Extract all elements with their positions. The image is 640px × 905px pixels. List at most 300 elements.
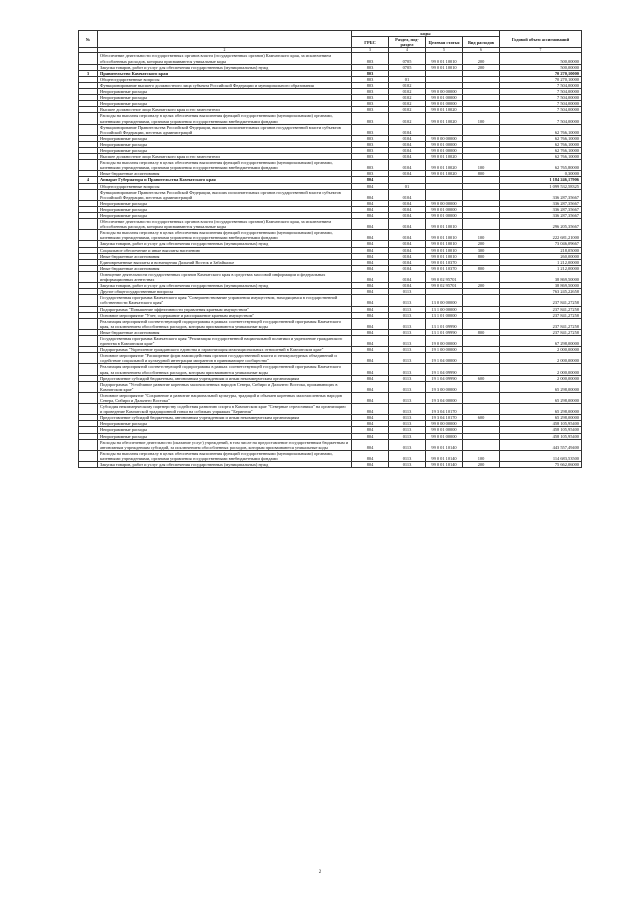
row-amount: 763 245,22658 bbox=[500, 289, 582, 295]
row-grbs: 804 bbox=[352, 450, 389, 461]
row-expense-type: 200 bbox=[463, 53, 500, 64]
row-section: 0104 bbox=[389, 141, 426, 147]
row-section: 0113 bbox=[389, 329, 426, 335]
row-grbs: 803 bbox=[352, 101, 389, 107]
row-amount: 114 683,53500 bbox=[500, 450, 582, 461]
row-target-article: 99 0 01 00000 bbox=[426, 147, 463, 153]
row-target-article: 99 0 01 10370 bbox=[426, 265, 463, 271]
row-target-article: 13 1 00 00000 bbox=[426, 306, 463, 312]
row-amount: 500,00000 bbox=[500, 53, 582, 64]
row-number bbox=[79, 364, 98, 375]
row-expense-type: 200 bbox=[463, 241, 500, 247]
row-amount: 1 212,00000 bbox=[500, 259, 582, 265]
row-expense-type bbox=[463, 353, 500, 364]
row-section: 0104 bbox=[389, 124, 426, 135]
row-grbs: 803 bbox=[352, 135, 389, 141]
row-grbs: 804 bbox=[352, 353, 389, 364]
row-target-article: 99 0 01 10020 bbox=[426, 154, 463, 160]
row-grbs: 804 bbox=[352, 241, 389, 247]
row-target-article: 99 0 01 10010 bbox=[426, 53, 463, 64]
row-number: 4 bbox=[79, 177, 98, 183]
row-number bbox=[79, 219, 98, 230]
row-target-article: 19 1 04 00000 bbox=[426, 353, 463, 364]
column-index: 5 bbox=[426, 48, 463, 53]
row-expense-type: 200 bbox=[463, 64, 500, 70]
row-section: 0104 bbox=[389, 219, 426, 230]
row-expense-type: 800 bbox=[463, 265, 500, 271]
row-amount: 73 046,09667 bbox=[500, 241, 582, 247]
row-grbs: 803 bbox=[352, 89, 389, 95]
row-amount: 336 287,35667 bbox=[500, 189, 582, 200]
page-number: 2 bbox=[318, 870, 322, 875]
row-name: Иные бюджетные ассигнования bbox=[98, 253, 352, 259]
row-section: 0113 bbox=[389, 392, 426, 403]
row-grbs: 804 bbox=[352, 381, 389, 392]
row-grbs: 804 bbox=[352, 335, 389, 346]
row-name: Подпрограмма "Укрепление гражданского единства и гармонизация межнациональных отношений в Камчатском крае" bbox=[98, 347, 352, 353]
row-section: 0113 bbox=[389, 462, 426, 468]
row-target-article: 99 0 01 10140 bbox=[426, 450, 463, 461]
row-name: Непрограммные расходы bbox=[98, 141, 352, 147]
header-codes: коды bbox=[352, 31, 500, 37]
header-csr: Целевая статья bbox=[426, 37, 463, 48]
row-expense-type bbox=[463, 392, 500, 403]
row-name: Субсидия некоммерческому партнерству содействия развитию спорта в Камчатском крае "Северные стрелочники" на организацию и проведение Камчатской традиционной гонки на собачьих упряжках "Берингия" bbox=[98, 404, 352, 415]
row-section: 0113 bbox=[389, 347, 426, 353]
row-number: 3 bbox=[79, 70, 98, 76]
row-section: 0104 bbox=[389, 213, 426, 219]
row-amount: 458 105,95400 bbox=[500, 421, 582, 427]
budget-document bbox=[78, 30, 582, 468]
row-section: 0113 bbox=[389, 450, 426, 461]
table-row bbox=[79, 335, 582, 346]
row-amount: 7 504,00000 bbox=[500, 95, 582, 101]
row-grbs: 804 bbox=[352, 283, 389, 289]
row-section: 0104 bbox=[389, 189, 426, 200]
row-target-article: 99 0 00 00000 bbox=[426, 200, 463, 206]
table-row bbox=[79, 271, 582, 282]
row-target-article: 99 0 00 00000 bbox=[426, 89, 463, 95]
row-target-article: 99 0 01 10370 bbox=[426, 259, 463, 265]
row-name: Общегосударственные вопросы bbox=[98, 76, 352, 82]
row-name: Непрограммные расходы bbox=[98, 200, 352, 206]
row-grbs: 804 bbox=[352, 462, 389, 468]
row-amount: 65 298,00000 bbox=[500, 381, 582, 392]
row-grbs: 804 bbox=[352, 295, 389, 306]
table-row bbox=[79, 113, 582, 124]
row-expense-type bbox=[463, 295, 500, 306]
row-target-article: 19 3 04 00000 bbox=[426, 392, 463, 403]
row-grbs: 803 bbox=[352, 64, 389, 70]
row-amount: 2 000,00000 bbox=[500, 364, 582, 375]
row-number bbox=[79, 160, 98, 171]
row-name: Государственная программа Камчатского края "Реализация государственной национальной политики и укрепление гражданского единства в Камчатском крае" bbox=[98, 335, 352, 346]
row-target-article: 19 1 04 09990 bbox=[426, 364, 463, 375]
row-grbs: 803 bbox=[352, 171, 389, 177]
row-grbs: 803 bbox=[352, 70, 389, 76]
row-expense-type: 800 bbox=[463, 253, 500, 259]
table-body bbox=[79, 53, 582, 468]
row-section: 0113 bbox=[389, 312, 426, 318]
table-row bbox=[79, 230, 582, 241]
row-expense-type bbox=[463, 404, 500, 415]
row-name: Расходы на выплаты персоналу в целях обеспечения выполнения функций государственными (муниципальными) органами, казенными учреждениями, органами управления государственными внебюджетными фондами bbox=[98, 160, 352, 171]
row-name: Иные бюджетные ассигнования bbox=[98, 329, 352, 335]
row-section: 0113 bbox=[389, 381, 426, 392]
row-amount: 62 766,10000 bbox=[500, 147, 582, 153]
row-grbs: 804 bbox=[352, 206, 389, 212]
row-number bbox=[79, 439, 98, 450]
row-amount: 336 287,35667 bbox=[500, 200, 582, 206]
row-name: Непрограммные расходы bbox=[98, 95, 352, 101]
row-section: 0113 bbox=[389, 404, 426, 415]
row-target-article: 99 0 01 00000 bbox=[426, 213, 463, 219]
row-amount: 7 504,00000 bbox=[500, 82, 582, 88]
row-grbs: 803 bbox=[352, 147, 389, 153]
row-amount: 237 841,27258 bbox=[500, 295, 582, 306]
row-section: 0113 bbox=[389, 427, 426, 433]
row-section: 0104 bbox=[389, 271, 426, 282]
row-name: Обеспечение деятельности государственных органов власти (государственных органов) Камчатского края, за исключением обособленных расходов, которым присваиваются уникальные коды bbox=[98, 219, 352, 230]
row-grbs: 804 bbox=[352, 265, 389, 271]
row-number bbox=[79, 462, 98, 468]
row-section: 0104 bbox=[389, 160, 426, 171]
row-target-article: 99 0 01 00000 bbox=[426, 433, 463, 439]
row-grbs: 803 bbox=[352, 141, 389, 147]
row-grbs: 804 bbox=[352, 253, 389, 259]
row-grbs: 804 bbox=[352, 247, 389, 253]
row-amount: 260,00000 bbox=[500, 253, 582, 259]
row-target-article: 19 0 00 00000 bbox=[426, 335, 463, 346]
row-amount: 38 869,50000 bbox=[500, 271, 582, 282]
row-number bbox=[79, 450, 98, 461]
row-name: Расходы на выплаты персоналу в целях обеспечения выполнения функций государственными (муниципальными) органами, казенными учреждениями, органами управления государственными внебюджетными фондами bbox=[98, 450, 352, 461]
row-name: Подпрограмма "Повышение эффективности управления краевым имуществом" bbox=[98, 306, 352, 312]
row-amount: 222 681,21000 bbox=[500, 230, 582, 241]
row-amount: 1 184 246,17906 bbox=[500, 177, 582, 183]
row-amount: 62 766,10000 bbox=[500, 124, 582, 135]
column-index: 6 bbox=[463, 48, 500, 53]
row-name: Закупка товаров, работ и услуг для обеспечения государственных (муниципальных) нужд bbox=[98, 462, 352, 468]
row-section: 0113 bbox=[389, 415, 426, 421]
row-name: Непрограммные расходы bbox=[98, 421, 352, 427]
row-amount: 62 766,10000 bbox=[500, 154, 582, 160]
budget-table bbox=[78, 30, 582, 468]
row-name: Высшее должностное лицо Камчатского края и его заместители bbox=[98, 107, 352, 113]
row-section: 0104 bbox=[389, 154, 426, 160]
row-amount: 38 869,50000 bbox=[500, 283, 582, 289]
row-target-article: 13 1 01 00000 bbox=[426, 312, 463, 318]
row-name: Освещение деятельности государственных органов Камчатского края в средствах массовой информации и федеральных информационных агентствах bbox=[98, 271, 352, 282]
row-target-article: 99 0 01 00000 bbox=[426, 141, 463, 147]
row-target-article: 99 0 01 10020 bbox=[426, 107, 463, 113]
row-grbs: 804 bbox=[352, 189, 389, 200]
table-row bbox=[79, 318, 582, 329]
row-name: Непрограммные расходы bbox=[98, 427, 352, 433]
row-section: 0705 bbox=[389, 64, 426, 70]
header-name bbox=[98, 31, 352, 48]
row-amount: 65 298,00000 bbox=[500, 404, 582, 415]
row-grbs: 804 bbox=[352, 289, 389, 295]
row-amount: 62 766,10000 bbox=[500, 141, 582, 147]
row-name: Непрограммные расходы bbox=[98, 101, 352, 107]
row-expense-type: 100 bbox=[463, 450, 500, 461]
row-amount: 62 766,10000 bbox=[500, 135, 582, 141]
table-row bbox=[79, 364, 582, 375]
row-amount: 7 504,00000 bbox=[500, 113, 582, 124]
row-target-article: 19 3 00 00000 bbox=[426, 381, 463, 392]
row-amount: 1 099 532,58325 bbox=[500, 183, 582, 189]
table-row bbox=[79, 439, 582, 450]
row-number bbox=[79, 53, 98, 64]
row-target-article: 99 0 01 10020 bbox=[426, 160, 463, 171]
row-amount: 218,05000 bbox=[500, 247, 582, 253]
row-number bbox=[79, 353, 98, 364]
row-name: Непрограммные расходы bbox=[98, 89, 352, 95]
row-grbs: 803 bbox=[352, 154, 389, 160]
row-name: Закупка товаров, работ и услуг для обеспечения государственных (муниципальных) нужд bbox=[98, 283, 352, 289]
table-row bbox=[79, 53, 582, 64]
row-target-article: 13 1 01 09990 bbox=[426, 329, 463, 335]
row-target-article: 99 0 01 10140 bbox=[426, 439, 463, 450]
row-amount: 2 000,00000 bbox=[500, 347, 582, 353]
header-grbs: ГРБС bbox=[352, 37, 389, 48]
row-expense-type: 800 bbox=[463, 171, 500, 177]
row-grbs: 803 bbox=[352, 53, 389, 64]
row-amount: 70 270,10000 bbox=[500, 76, 582, 82]
row-expense-type: 200 bbox=[463, 462, 500, 468]
row-section: 0102 bbox=[389, 101, 426, 107]
table-row bbox=[79, 219, 582, 230]
row-name: Непрограммные расходы bbox=[98, 433, 352, 439]
row-section: 0104 bbox=[389, 253, 426, 259]
row-amount: 336 287,35667 bbox=[500, 206, 582, 212]
row-section: 0113 bbox=[389, 306, 426, 312]
row-grbs: 804 bbox=[352, 427, 389, 433]
row-target-article: 99 0 01 00000 bbox=[426, 101, 463, 107]
row-section: 0102 bbox=[389, 82, 426, 88]
row-name: Реализация мероприятий соответствующей подпрограммы в рамках соответствующей государственной программы Камчатского края, за исключением обособленных расходов, которым присваиваются уникальные коды bbox=[98, 364, 352, 375]
table-header-row bbox=[79, 31, 582, 37]
row-name: Закупка товаров, работ и услуг для обеспечения государственных (муниципальных) нужд bbox=[98, 64, 352, 70]
row-name: Функционирование Правительства Российской Федерации, высших исполнительных органов государственной власти субъектов Российской Федерации, местных администраций bbox=[98, 124, 352, 135]
row-target-article: 99 0 00 00000 bbox=[426, 421, 463, 427]
row-expense-type bbox=[463, 318, 500, 329]
row-expense-type: 200 bbox=[463, 283, 500, 289]
row-grbs: 804 bbox=[352, 183, 389, 189]
row-target-article: 99 0 01 00000 bbox=[426, 206, 463, 212]
row-expense-type bbox=[463, 124, 500, 135]
row-name: Функционирование высшего должностного лица субъекта Российской Федерации и муниципального образования bbox=[98, 82, 352, 88]
row-number bbox=[79, 295, 98, 306]
row-target-article: 99 0 01 10020 bbox=[426, 113, 463, 124]
row-target-article: 99 0 01 10020 bbox=[426, 171, 463, 177]
row-amount: 237 841,27258 bbox=[500, 329, 582, 335]
row-name: Непрограммные расходы bbox=[98, 147, 352, 153]
column-index: 2 bbox=[98, 48, 352, 53]
row-name: Расходы на выплаты персоналу в целях обеспечения выполнения функций государственными (муниципальными) органами, казенными учреждениями, органами управления государственными внебюджетными фондами bbox=[98, 230, 352, 241]
row-name: Основное мероприятие "Расширение форм взаимодействия органов государственной власти и этнокультурных объединений и содействие социальной и культурной интеграции мигрантов в принимающее сообщество" bbox=[98, 353, 352, 364]
row-grbs: 803 bbox=[352, 95, 389, 101]
row-expense-type: 100 bbox=[463, 160, 500, 171]
row-section: 0104 bbox=[389, 171, 426, 177]
row-section: 0113 bbox=[389, 295, 426, 306]
row-expense-type bbox=[463, 271, 500, 282]
row-number bbox=[79, 230, 98, 241]
header-num: № bbox=[79, 31, 98, 48]
row-grbs: 804 bbox=[352, 421, 389, 427]
row-amount: 67 298,00000 bbox=[500, 335, 582, 346]
row-target-article bbox=[426, 189, 463, 200]
row-grbs: 804 bbox=[352, 375, 389, 381]
row-target-article: 99 0 00 00000 bbox=[426, 135, 463, 141]
row-name: Основное мероприятие "Сохранение и развитие национальной культуры, традиций и обычаев коренных малочисленных народов Севера, Сибири и Дальнего Востока" bbox=[98, 392, 352, 403]
row-expense-type: 800 bbox=[463, 329, 500, 335]
row-name: Расходы на обеспечение деятельности (оказание услуг) учреждений, в том числе на предоставление государственным бюджетным и автономным учреждениям субсидий, за исключением обособленных расходов, которым присваиваются уникальные коды bbox=[98, 439, 352, 450]
row-section: 0104 bbox=[389, 230, 426, 241]
row-section: 0113 bbox=[389, 353, 426, 364]
row-grbs: 804 bbox=[352, 200, 389, 206]
table-row bbox=[79, 295, 582, 306]
row-grbs: 804 bbox=[352, 259, 389, 265]
table-row bbox=[79, 392, 582, 403]
row-amount: 237 841,27258 bbox=[500, 312, 582, 318]
row-expense-type: 600 bbox=[463, 415, 500, 421]
row-section: 0104 bbox=[389, 200, 426, 206]
row-grbs: 804 bbox=[352, 213, 389, 219]
table-row bbox=[79, 189, 582, 200]
row-target-article: 19 3 04 10170 bbox=[426, 415, 463, 421]
row-grbs: 804 bbox=[352, 318, 389, 329]
row-target-article: 13 1 01 09990 bbox=[426, 318, 463, 329]
row-target-article bbox=[426, 124, 463, 135]
row-amount: 1 212,00000 bbox=[500, 265, 582, 271]
row-amount: 75 662,06000 bbox=[500, 462, 582, 468]
row-amount: 7 504,00000 bbox=[500, 107, 582, 113]
row-name: Аппарат Губернатора и Правительства Камчатского края bbox=[98, 177, 352, 183]
row-amount: 7 504,00000 bbox=[500, 101, 582, 107]
row-section: 0113 bbox=[389, 421, 426, 427]
row-target-article: 99 0 01 10010 bbox=[426, 64, 463, 70]
table-row bbox=[79, 124, 582, 135]
row-section: 0113 bbox=[389, 318, 426, 329]
row-section: 0113 bbox=[389, 289, 426, 295]
row-grbs: 804 bbox=[352, 404, 389, 415]
row-section: 0104 bbox=[389, 147, 426, 153]
row-target-article: 99 0 01 00000 bbox=[426, 427, 463, 433]
row-target-article: 99 0 02 95701 bbox=[426, 271, 463, 282]
row-name: Основное мероприятие "Учет, содержание и распоряжение краевым имуществом" bbox=[98, 312, 352, 318]
row-amount: 7 504,00000 bbox=[500, 89, 582, 95]
row-amount: 443 557,49400 bbox=[500, 439, 582, 450]
row-name: Функционирование Правительства Российской Федерации, высших исполнительных органов государственной власти субъектов Российской Федерации, местных администраций bbox=[98, 189, 352, 200]
row-target-article: 13 0 00 00000 bbox=[426, 295, 463, 306]
row-amount: 237 841,27258 bbox=[500, 318, 582, 329]
row-section: 0705 bbox=[389, 53, 426, 64]
row-name: Непрограммные расходы bbox=[98, 206, 352, 212]
row-amount: 65 298,00000 bbox=[500, 415, 582, 421]
row-section: 0104 bbox=[389, 206, 426, 212]
row-target-article: 99 0 01 10010 bbox=[426, 241, 463, 247]
row-number bbox=[79, 318, 98, 329]
row-amount: 0,30000 bbox=[500, 171, 582, 177]
row-target-article: 99 0 01 10010 bbox=[426, 253, 463, 259]
row-expense-type bbox=[463, 219, 500, 230]
row-section: 0113 bbox=[389, 433, 426, 439]
row-amount: 458 105,95400 bbox=[500, 427, 582, 433]
row-section: 0104 bbox=[389, 259, 426, 265]
row-name: Расходы на выплаты персоналу в целях обеспечения выполнения функций государственными (муниципальными) органами, казенными учреждениями, органами управления государственными внебюджетными фондами bbox=[98, 113, 352, 124]
row-section: 01 bbox=[389, 76, 426, 82]
row-amount: 62 765,80000 bbox=[500, 160, 582, 171]
table-row bbox=[79, 462, 582, 468]
table-row bbox=[79, 381, 582, 392]
row-grbs: 804 bbox=[352, 312, 389, 318]
table-row bbox=[79, 450, 582, 461]
row-target-article: 19 1 04 09990 bbox=[426, 375, 463, 381]
row-target-article: 99 0 02 95701 bbox=[426, 283, 463, 289]
table-row bbox=[79, 160, 582, 171]
row-name: Реализация мероприятий соответствующей подпрограммы в рамках соответствующей государственной программы Камчатского края, за исключением обособленных расходов, которым присваиваются уникальные коды bbox=[98, 318, 352, 329]
row-target-article: 99 0 01 10010 bbox=[426, 219, 463, 230]
header-amount: Годовой объем ассигнований bbox=[500, 31, 582, 48]
row-expense-type bbox=[463, 381, 500, 392]
row-number bbox=[79, 113, 98, 124]
row-expense-type: 600 bbox=[463, 375, 500, 381]
row-section: 0104 bbox=[389, 265, 426, 271]
row-name: Иные бюджетные ассигнования bbox=[98, 265, 352, 271]
row-section: 0102 bbox=[389, 95, 426, 101]
row-grbs: 804 bbox=[352, 271, 389, 282]
header-vr: Вид расходов bbox=[463, 37, 500, 48]
row-expense-type bbox=[463, 335, 500, 346]
row-grbs: 803 bbox=[352, 113, 389, 124]
column-index: 4 bbox=[389, 48, 426, 53]
row-grbs: 803 bbox=[352, 124, 389, 135]
row-amount: 296 205,35667 bbox=[500, 219, 582, 230]
row-name: Предоставление субсидий бюджетным, автономным учреждениям и иным некоммерческим организациям bbox=[98, 415, 352, 421]
row-target-article: 19 3 04 10170 bbox=[426, 404, 463, 415]
row-name: Высшее должностное лицо Камчатского края и его заместители bbox=[98, 154, 352, 160]
row-number bbox=[79, 381, 98, 392]
row-name: Единовременные выплаты и возмещения Дальний Восток и Забайкалье bbox=[98, 259, 352, 265]
table-row bbox=[79, 353, 582, 364]
row-amount: 2 000,00000 bbox=[500, 375, 582, 381]
row-grbs: 804 bbox=[352, 306, 389, 312]
row-name: Иные бюджетные ассигнования bbox=[98, 171, 352, 177]
row-number bbox=[79, 404, 98, 415]
row-amount: 500,00000 bbox=[500, 64, 582, 70]
row-grbs: 804 bbox=[352, 433, 389, 439]
row-amount: 2 000,00000 bbox=[500, 353, 582, 364]
row-grbs: 804 bbox=[352, 219, 389, 230]
row-name: Закупка товаров, работ и услуг для обеспечения государственных (муниципальных) нужд bbox=[98, 241, 352, 247]
row-number bbox=[79, 124, 98, 135]
table-row bbox=[79, 404, 582, 415]
row-name: Другие общегосударственные вопросы bbox=[98, 289, 352, 295]
row-section: 0104 bbox=[389, 283, 426, 289]
row-section: 0104 bbox=[389, 241, 426, 247]
row-target-article: 99 0 01 10010 bbox=[426, 247, 463, 253]
row-amount: 65 298,00000 bbox=[500, 392, 582, 403]
row-section: 0113 bbox=[389, 439, 426, 450]
row-name: Непрограммные расходы bbox=[98, 213, 352, 219]
row-section: 0102 bbox=[389, 89, 426, 95]
header-section: Раздел, под-раздел bbox=[389, 37, 426, 48]
row-name: Предоставление субсидий бюджетным, автономным учреждениям и иным некоммерческим организациям bbox=[98, 375, 352, 381]
row-number bbox=[79, 189, 98, 200]
row-grbs: 804 bbox=[352, 392, 389, 403]
